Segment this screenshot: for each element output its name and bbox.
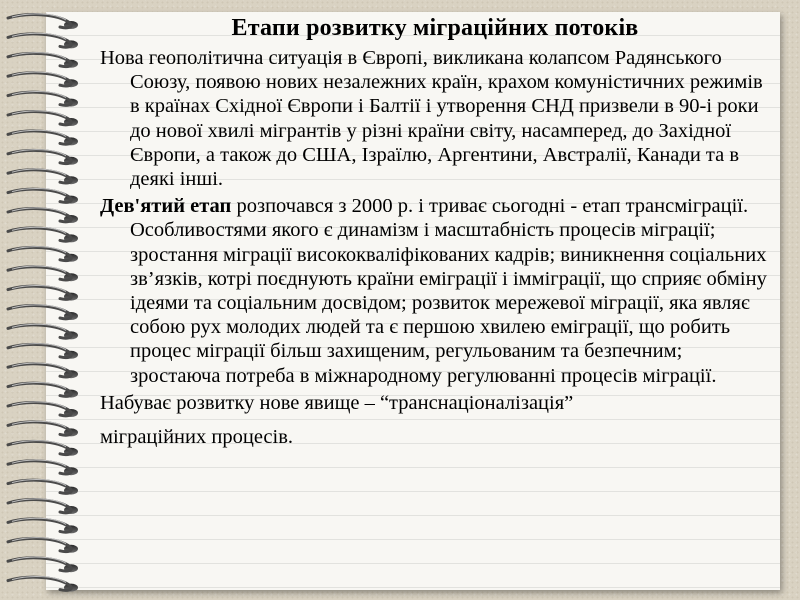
slide-content (100, 14, 770, 452)
binding-wire (8, 53, 71, 66)
binding-wire (8, 73, 71, 86)
paragraph-ninth-stage (100, 194, 770, 388)
binding-wire (8, 461, 71, 474)
binding-wire (8, 441, 71, 454)
binding-wire (8, 189, 71, 202)
spiral-ring (8, 344, 78, 359)
binding-wire (8, 131, 71, 144)
binding-wire (8, 422, 71, 435)
binding-wire (8, 558, 71, 571)
binding-wire (8, 150, 71, 163)
spiral-ring (8, 285, 78, 300)
spiral-ring (8, 421, 78, 436)
spiral-ring (8, 14, 78, 29)
spiral-ring (8, 402, 78, 417)
ninth-stage-text: розпочався з 2000 р. і триває сьогодні - етап трансміграції. Особливостями якого є динамізм і масштабність процесів міграції; зростання міграції висококваліфікованих кадрів; виникнення соціальних зв’язків, котрі поєднують країни еміграції і імміграції, що сприяє обміну ідеями та соціальним досвідом; розвиток мережевої міграції, яка являє собою рух молодих людей та є першою хвилею еміграції, що робить процес міграції більш захищеним, регульованим та безпечним; зростаюча потреба в міжнародному регулюванні процесів міграції. (130, 195, 767, 387)
binding-wire (8, 209, 71, 222)
paragraph-geopolitical-situation: Нова геополітична ситуація в Європі, викликана колапсом Радянського Союзу, появою нових незалежних країн, крахом комуністичних режимів в країнах Східної Європи і Балтії і утворення СНД призвели в 90-і роки до нової хвилі мігрантів у різні країни світу, насамперед, до Західної Європи, а також до США, Ізраїлю, Аргентини, Австралії, Канади та в деякі інші. (100, 47, 763, 191)
paragraph-transnationalization (100, 391, 770, 449)
spiral-ring (8, 111, 78, 126)
binding-wire (8, 228, 71, 241)
spiral-ring (8, 305, 78, 320)
binding-wire (8, 480, 71, 493)
spiral-ring (8, 208, 78, 223)
binding-wire (8, 112, 71, 125)
binding-wire (8, 519, 71, 532)
binding-wire (8, 577, 71, 590)
binding-wire (8, 364, 71, 377)
spiral-ring (8, 499, 78, 514)
spiral-ring (8, 33, 78, 48)
spiral-ring (8, 53, 78, 68)
spiral-ring (8, 188, 78, 203)
binding-wire (8, 306, 71, 319)
binding-wire (8, 403, 71, 416)
binding-wire (8, 92, 71, 105)
binding-wire (8, 500, 71, 513)
binding-wire (8, 538, 71, 551)
binding-wire (8, 325, 71, 338)
spiral-ring (8, 247, 78, 262)
transnationalization-line-1: Набуває розвитку нове явище – “транснаціоналізація” (100, 391, 574, 414)
spiral-ring (8, 576, 78, 591)
spiral-ring (8, 324, 78, 339)
spiral-ring (8, 441, 78, 456)
ninth-stage-heading: Дев'ятий етап (100, 195, 232, 218)
spiral-ring (8, 538, 78, 553)
binding-wire (8, 247, 71, 260)
spiral-ring (8, 363, 78, 378)
transnationalization-line-2: міграційних процесів. (100, 425, 294, 448)
binding-wire (8, 286, 71, 299)
spiral-ring (8, 150, 78, 165)
binding-wire (8, 344, 71, 357)
binding-wire (8, 15, 71, 28)
spiral-ring (8, 72, 78, 87)
spiral-ring (8, 382, 78, 397)
binding-wire (8, 383, 71, 396)
spiral-binding (0, 0, 100, 600)
spiral-ring (8, 130, 78, 145)
spiral-ring (8, 227, 78, 242)
spiral-ring (8, 557, 78, 572)
spiral-ring (8, 460, 78, 475)
spiral-ring (8, 518, 78, 533)
spiral-ring (8, 169, 78, 184)
slide-title: Етапи розвитку міграційних потоків (231, 15, 639, 41)
binding-wire (8, 170, 71, 183)
binding-wire (8, 267, 71, 280)
spiral-ring (8, 91, 78, 106)
spiral-ring (8, 266, 78, 281)
spiral-ring (8, 479, 78, 494)
binding-wire (8, 34, 71, 47)
